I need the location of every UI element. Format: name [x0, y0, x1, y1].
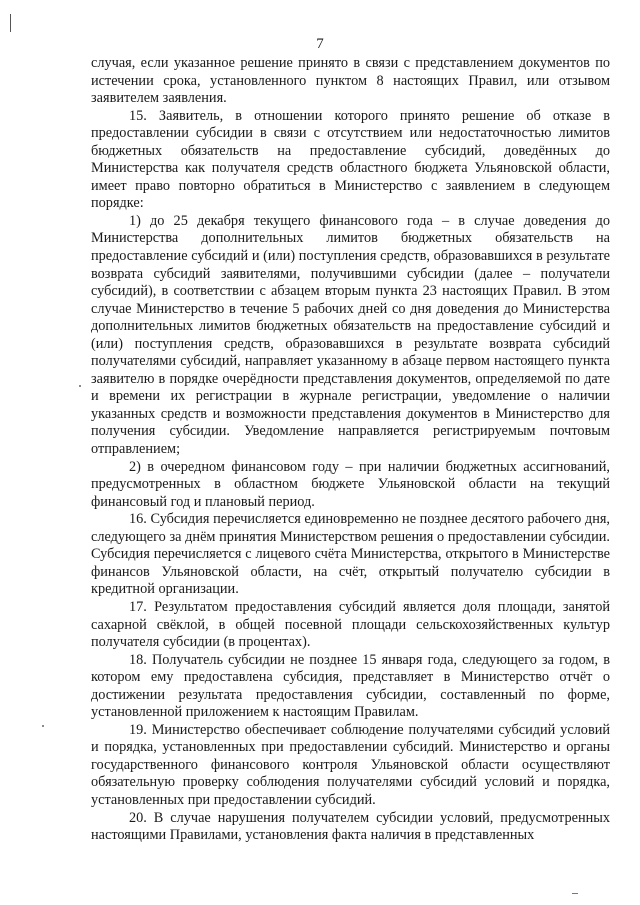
paragraph-15: 15. Заявитель, в отношении которого принято решение об отказе в предоставлении субсидии в связи с отсутствием или недостаточностью лимитов бюджетных обязательств на предоставление субсидий, доведённых до Министерства как получателя средств областного бюджета Ульяновской области, имеет право повторно обратиться в Министерство с заявлением в следующем порядке: — [91, 107, 610, 212]
paragraph-15-item-1: 1) до 25 декабря текущего финансового года – в случае доведения до Министерства дополнительных лимитов бюджетных обязательств на предоставление субсидий и (или) поступления средств, образовавшихся в результате возврата субсидий заявителями, получившими субсидии (далее – получатели субсидий), в соответствии с абзацем вторым пункта 23 настоящих Правил. В этом случае Министерство в течение 5 рабочих дней со дня доведения до Министерства дополнительных лимитов бюджетных обязательств на предоставление субсидий и (или) поступления средств, образовавшихся в результате возврата субсидий получателями субсидий, направляет указанному в абзаце первом настоящего пункта заявителю в порядке очерёдности представления документов, определяемой по дате и времени их регистрации в журнале регистрации, уведомление о наличии указанных средств и возможности представления документов в Министерство для получения субсидии. Уведомление направляется регистрируемым почтовым отправлением; — [91, 212, 610, 458]
scan-speck — [42, 725, 44, 727]
paragraph-continuation: случая, если указанное решение принято в связи с представлением документов по истечении срока, установленного пунктом 8 настоящих Правил, или отзывом заявителем заявления. — [91, 55, 610, 107]
paragraph-15-item-2: 2) в очередном финансовом году – при наличии бюджетных ассигнований, предусмотренных в областном бюджете Ульяновской области на текущий финансовый год и плановый период. — [91, 458, 610, 510]
paragraph-18: 18. Получатель субсидии не позднее 15 января года, следующего за годом, в котором ему предоставлена субсидия, представляет в Министерство отчёт о достижении результата предоставления субсидии, составленный по форме, установленной приложением к настоящим Правилам. — [91, 651, 610, 721]
document-body — [91, 55, 610, 845]
page-number: 7 — [316, 36, 324, 52]
paragraph-16: 16. Субсидия перечисляется единовременно не позднее десятого рабочего дня, следующего за днём принятия Министерством решения о предоставлении субсидии. Субсидия перечисляется с лицевого счёта Министерства, открытого в Министерстве финансов Ульяновской области, на счёт, открытый получателю субсидии в кредитной организации. — [91, 511, 610, 598]
margin-line-mark — [10, 14, 11, 32]
paragraph-20: 20. В случае нарушения получателем субсидии условий, предусмотренных настоящими Правилами, установления факта наличия в представленных — [91, 809, 610, 844]
paragraph-19: 19. Министерство обеспечивает соблюдение получателями субсидий условий и порядка, установленных при предоставлении субсидий. Министерство и органы государственного финансового контроля Ульяновской области осуществляют обязательную проверку соблюдения получателями субсидий условий и порядка, установленных при предоставлении субсидий. — [91, 721, 610, 808]
paragraph-17: 17. Результатом предоставления субсидий является доля площади, занятой сахарной свёклой, в общей посевной площади сельскохозяйственных культур получателя субсидии (в процентах). — [91, 598, 610, 651]
scan-speck — [79, 385, 81, 387]
scan-mark — [572, 893, 578, 894]
